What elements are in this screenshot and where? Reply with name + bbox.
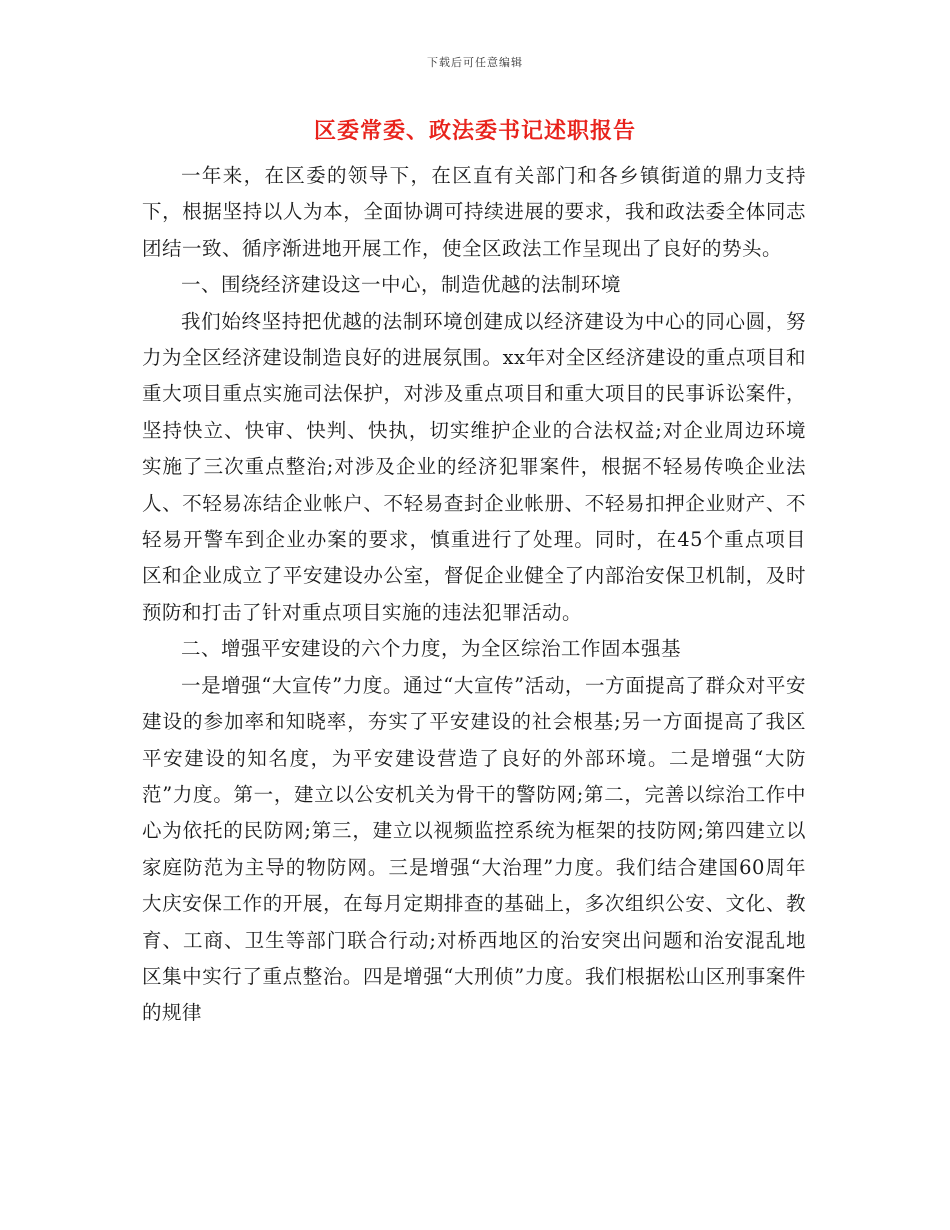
document-body <box>142 158 806 1032</box>
section-heading-1: 一、围绕经济建设这一中心，制造优越的法制环境 <box>181 273 622 297</box>
document-title: 区委常委、政法委书记述职报告 <box>313 118 636 144</box>
header-note: 下载后可任意编辑 <box>427 56 523 69</box>
paragraph-intro: 一年来，在区委的领导下，在区直有关部门和各乡镇街道的鼎力支持下，根据坚持以人为本，全面协调可持续进展的要求，我和政法委全体同志团结一致、循序渐进地开展工作，使全区政法工作呈现出了良好的势头。 <box>142 164 806 260</box>
paragraph-section-1: 我们始终坚持把优越的法制环境创建成以经济建设为中心的同心圆，努力为全区经济建设制造良好的进展氛围。xx年对全区经济建设的重点项目和重大项目重点实施司法保护，对涉及重点项目和重大项目的民事诉讼案件，坚持快立、快审、快判、快执，切实维护企业的合法权益;对企业周边环境实施了三次重点整治;对涉及企业的经济犯罪案件，根据不轻易传唤企业法人、不轻易冻结企业帐户、不轻易查封企业帐册、不轻易扣押企业财产、不轻易开警车到企业办案的要求，慎重进行了处理。同时，在45个重点项目区和企业成立了平安建设办公室，督促企业健全了内部治安保卫机制，及时预防和打击了针对重点项目实施的违法犯罪活动。 <box>142 309 806 624</box>
paragraph-section-2: 一是增强“大宣传”力度。通过“大宣传”活动，一方面提高了群众对平安建设的参加率和知晓率，夯实了平安建设的社会根基;另一方面提高了我区平安建设的知名度，为平安建设营造了良好的外部环境。二是增强“大防范”力度。第一，建立以公安机关为骨干的警防网;第二，完善以综治工作中心为依托的民防网;第三，建立以视频监控系统为框架的技防网;第四建立以家庭防范为主导的物防网。三是增强“大治理”力度。我们结合建国60周年大庆安保工作的开展，在每月定期排查的基础上，多次组织公安、文化、教育、工商、卫生等部门联合行动;对桥西地区的治安突出问题和治安混乱地区集中实行了重点整治。四是增强“大刑侦”力度。我们根据松山区刑事案件的规律 <box>142 673 806 1025</box>
section-heading-2: 二、增强平安建设的六个力度，为全区综治工作固本强基 <box>181 637 682 661</box>
